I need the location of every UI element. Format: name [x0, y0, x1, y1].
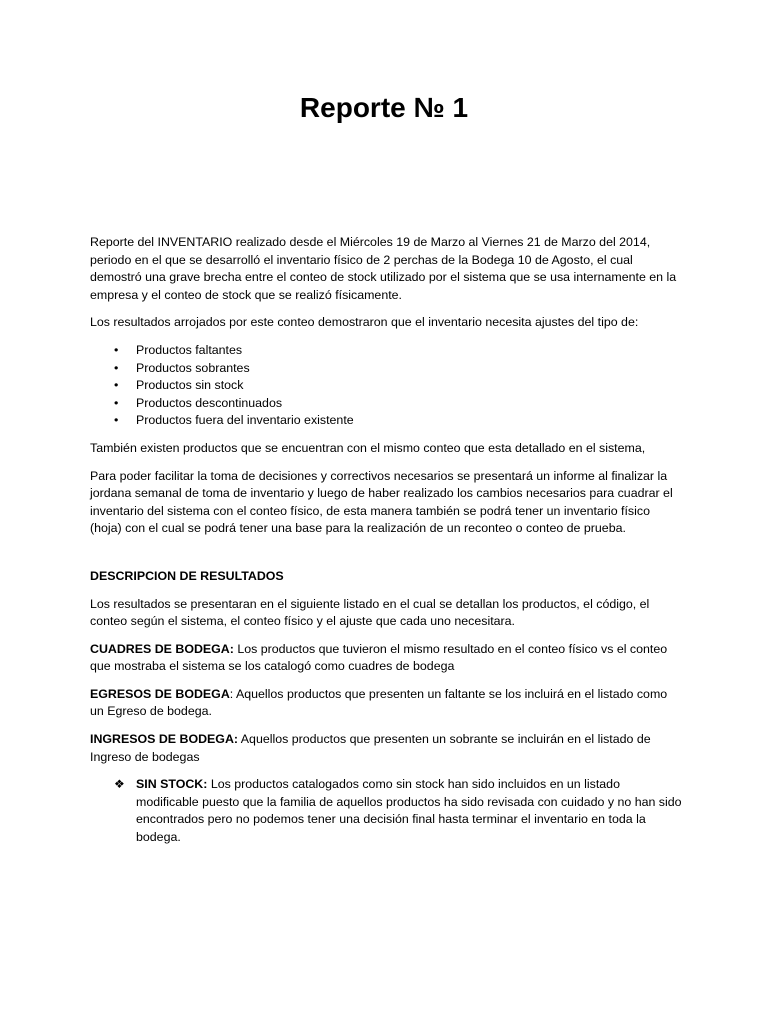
egresos-paragraph	[90, 686, 682, 721]
bullet-icon: •	[114, 378, 119, 393]
bullet-icon: •	[114, 342, 119, 357]
list-item-label: Productos sin stock	[136, 378, 244, 393]
bullet-icon: •	[114, 395, 119, 410]
cuadres-lead: CUADRES DE BODEGA:	[90, 641, 234, 656]
results-presentation-paragraph: Los resultados se presentaran en el siguiente listado en el cual se detallan los productos, el código, el conteo según el sistema, el conteo físico y el ajuste que cada uno necesitara.	[90, 596, 650, 629]
bullet-icon: •	[114, 360, 119, 375]
bullet-icon: •	[114, 413, 119, 428]
list-item-label: Productos sobrantes	[136, 360, 250, 375]
diamond-bullet-icon: ❖	[114, 777, 125, 792]
section-heading: DESCRIPCION DE RESULTADOS	[90, 568, 284, 583]
sin-stock-text: Los productos catalogados como sin stock han sido incluidos en un listado modificable puesto que la familia de aquellos productos ha sido revisada con cuidado y no han sido encontrados pero no podemos tener una decisión final hasta terminar el inventario en toda la bodega.	[136, 777, 682, 845]
decision-paragraph: Para poder facilitar la toma de decisiones y correctivos necesarios se presentará un informe al finalizar la jordana semanal de toma de inventario y luego de haber realizado los cambios necesarios para cuadrar el inventario del sistema con el conteo físico, de esta manera también se podrá tener un inventario físico (hoja) con el cual se podrá tener una base para la realización de un reconteo o conteo de prueba.	[90, 468, 673, 536]
list-item	[90, 342, 682, 360]
egresos-text: : Aquellos productos que presenten un faltante se los incluirá en el listado como un Egreso de bodega.	[90, 686, 668, 719]
same-count-paragraph: También existen productos que se encuentran con el mismo conteo que esta detallado en el sistema,	[90, 440, 646, 455]
list-item	[90, 395, 682, 413]
egresos-lead: EGRESOS DE BODEGA	[90, 686, 230, 701]
ingresos-lead: INGRESOS DE BODEGA:	[90, 732, 239, 747]
list-item-label: Productos descontinuados	[136, 395, 283, 410]
ingresos-paragraph	[90, 731, 682, 766]
sin-stock-item	[90, 776, 682, 846]
list-item	[90, 377, 682, 395]
document-body	[90, 234, 682, 857]
ingresos-text: Aquellos productos que presenten un sobrante se incluirán en el listado de Ingreso de bodegas	[90, 732, 651, 764]
adjustment-types-list	[90, 342, 682, 430]
cuadres-text: Los productos que tuvieron el mismo resultado en el conteo físico vs el conteo que mostraba el sistema se los catalogó como cuadres de bodega	[90, 641, 668, 674]
list-item	[90, 412, 682, 430]
page-title: Reporte № 1	[299, 92, 469, 123]
list-item	[90, 360, 682, 378]
intro-paragraph: Reporte del INVENTARIO realizado desde el Miércoles 19 de Marzo al Viernes 21 de Marzo del 2014, periodo en el que se desarrolló el inventario físico de 2 perchas de la Bodega 10 de Agosto, el cual demostró una grave brecha entre el conteo de stock utilizado por el sistema que se usa internamente en la empresa y el conteo de stock que se realizó físicamente.	[90, 235, 677, 302]
list-item-label: Productos faltantes	[136, 342, 243, 357]
list-item-label: Productos fuera del inventario existente	[136, 413, 354, 428]
sin-stock-lead: SIN STOCK:	[136, 777, 208, 792]
results-intro-paragraph: Los resultados arrojados por este conteo demostraron que el inventario necesita ajustes del tipo de:	[90, 315, 639, 330]
cuadres-paragraph	[90, 641, 682, 676]
